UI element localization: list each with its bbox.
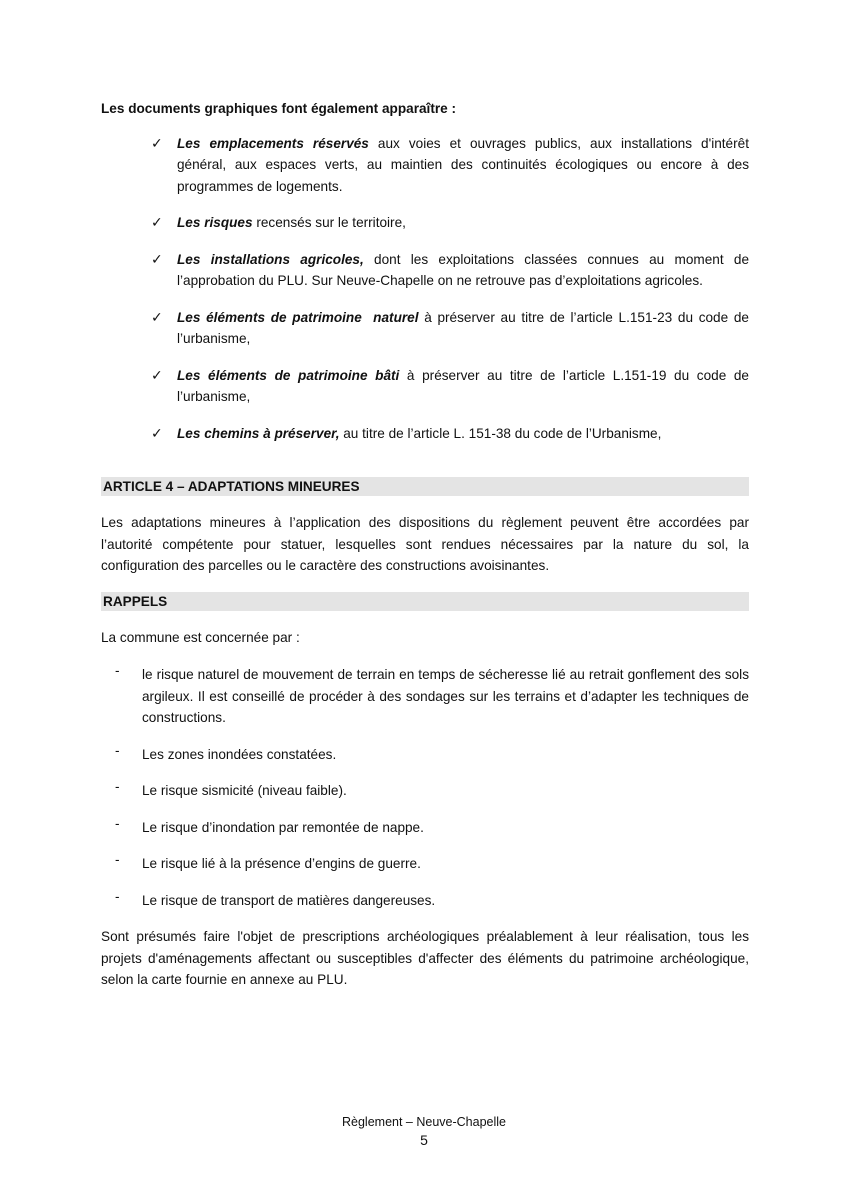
dash-bullet: - <box>115 852 120 867</box>
list-item <box>101 853 749 875</box>
checkmark-icon: ✓ <box>151 214 163 230</box>
article4-paragraph: Les adaptations mineures à l’application des dispositions du règlement peuvent être accordées par l’autorité compétente pour statuer, lesquelles sont rendues nécessaires par la nature du sol, la configuration des parcelles ou le caractère des constructions avoisinantes. <box>101 515 749 573</box>
dash-bullet: - <box>115 663 120 678</box>
graphic-elements-list <box>101 133 749 445</box>
item-text: dont les exploitations classées connues au moment de l’approbation du PLU. Sur Neuve-Chapelle on ne retrouve pas d’exploitations agricoles. <box>177 251 749 288</box>
checkmark-icon: ✓ <box>151 134 163 151</box>
list-item <box>101 817 749 839</box>
page-number: 5 <box>420 1132 428 1148</box>
document-page <box>101 98 749 1006</box>
item-text: à préserver au titre de l’article L.151-19 du code de l’urbanisme, <box>177 367 749 404</box>
article4-heading: ARTICLE 4 – ADAPTATIONS MINEURES <box>101 477 749 496</box>
dash-bullet: - <box>115 888 120 904</box>
item-text: aux voies et ouvrages publics, aux installations d'intérêt général, aux espaces verts, au maintien des continuités écologiques ou encore à des programmes de logements. <box>177 135 749 194</box>
list-item <box>101 365 749 408</box>
list-item <box>101 212 749 234</box>
item-text: Les zones inondées constatées. <box>142 746 337 762</box>
list-item <box>101 307 749 350</box>
item-text: Le risque d’inondation par remontée de nappe. <box>142 819 424 835</box>
list-item <box>101 780 749 802</box>
checkmark-icon: ✓ <box>151 424 163 441</box>
item-emphasis: Les installations agricoles, <box>177 251 364 267</box>
item-text: le risque naturel de mouvement de terrain en temps de sécheresse lié au retrait gonflement des sols argileux. Il est conseillé de procéder à des sondages sur les terrains et d’adapter les techniques de constructions. <box>142 667 749 725</box>
item-emphasis: Les éléments de patrimoine bâti <box>177 367 400 383</box>
item-emphasis: Les risques <box>177 215 253 230</box>
dash-bullet: - <box>115 742 120 758</box>
intro-heading: Les documents graphiques font également apparaître : <box>101 101 457 116</box>
list-item <box>101 664 749 729</box>
list-item <box>101 133 749 198</box>
risks-list <box>101 664 749 911</box>
checkmark-icon: ✓ <box>151 366 163 383</box>
item-emphasis: Les emplacements réservés <box>177 135 369 151</box>
dash-bullet: - <box>115 815 120 831</box>
item-text: recensés sur le territoire, <box>252 215 406 230</box>
list-item <box>101 890 749 912</box>
checkmark-icon: ✓ <box>151 308 163 325</box>
item-text: Le risque de transport de matières dangereuses. <box>142 892 436 908</box>
item-emphasis: Les chemins à préserver, <box>177 425 340 441</box>
list-item <box>101 423 749 445</box>
footer-title: Règlement – Neuve-Chapelle <box>342 1115 506 1129</box>
item-text: au titre de l’article L. 151-38 du code de l’Urbanisme, <box>339 425 662 441</box>
item-emphasis: Les éléments de patrimoine naturel <box>177 309 419 325</box>
archaeology-paragraph: Sont présumés faire l'objet de prescriptions archéologiques préalablement à leur réalisation, tous les projets d'aménagements affectant ou susceptibles d'affecter des éléments du patrimoine archéologique, selon la carte fournie en annexe au PLU. <box>101 929 749 987</box>
item-text: Le risque sismicité (niveau faible). <box>142 783 347 798</box>
list-item <box>101 744 749 766</box>
item-text: Le risque lié à la présence d’engins de guerre. <box>142 856 421 871</box>
item-text: à préserver au titre de l’article L.151-23 du code de l’urbanisme, <box>177 309 749 346</box>
dash-bullet: - <box>115 779 120 794</box>
checkmark-icon: ✓ <box>151 250 163 267</box>
page-footer <box>0 1113 848 1149</box>
rappels-heading: RAPPELS <box>101 592 749 611</box>
rappels-intro: La commune est concernée par : <box>101 629 300 645</box>
list-item <box>101 249 749 292</box>
